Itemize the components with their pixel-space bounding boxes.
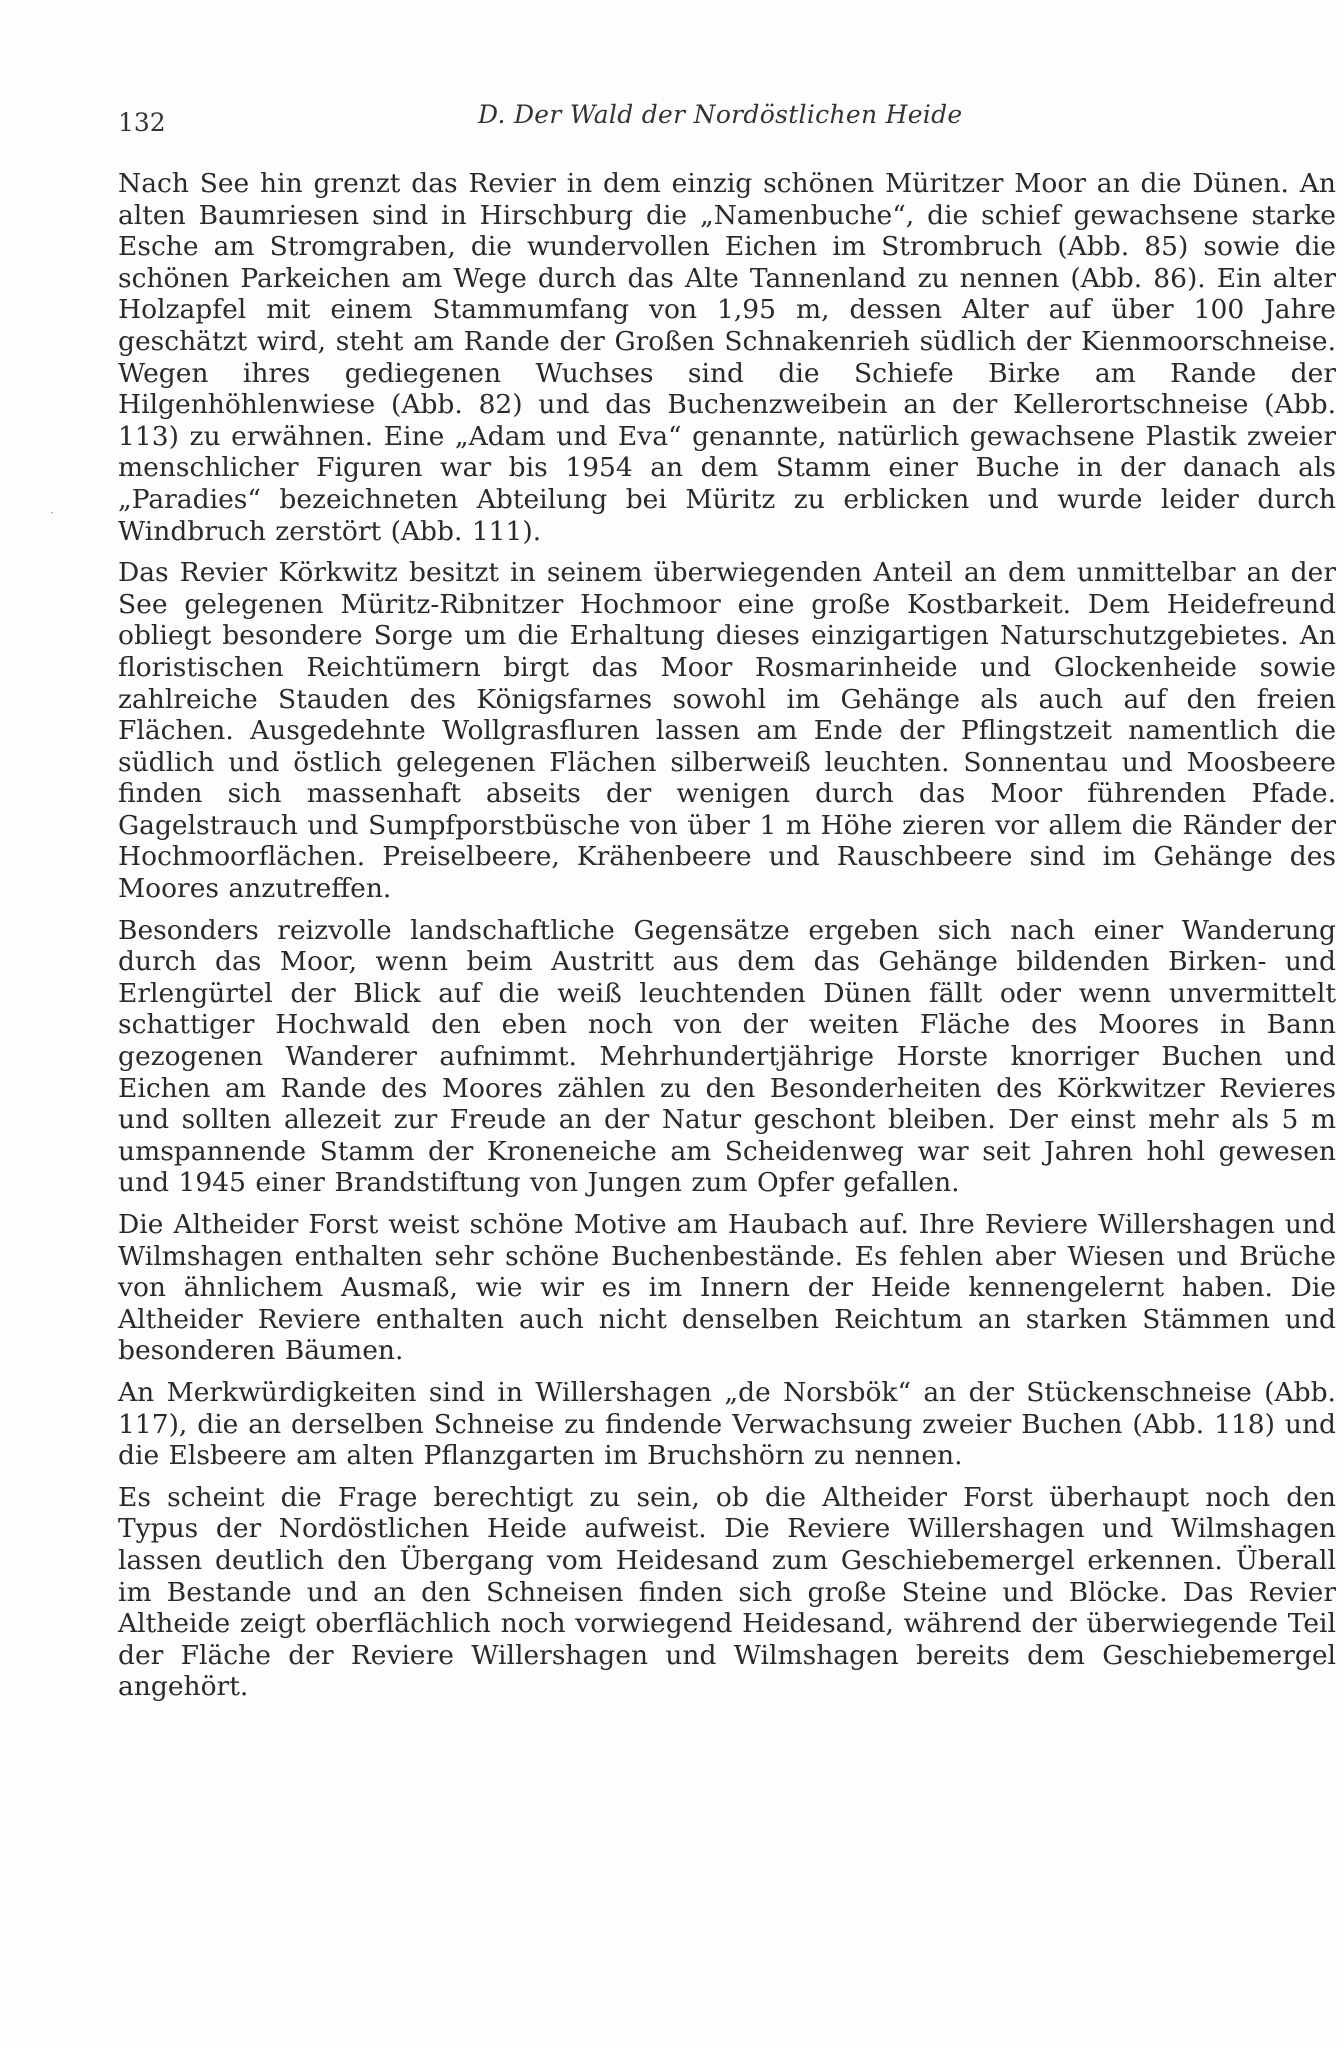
page-header bbox=[118, 100, 1308, 140]
paragraph: Die Altheider Forst weist schöne Motive am Haubach auf. Ihre Reviere Willershagen und Wilmshagen enthalten sehr schöne Buchenbestände. Es fehlen aber Wiesen und Brüche von ähnlichem Ausmaß, wie wir es im Innern der Heide kennengelernt haben. Die Altheider Reviere enthalten auch nicht denselben Reichtum an starken Stämmen und besonderen Bäumen. bbox=[118, 1209, 1336, 1367]
paragraph: Es scheint die Frage berechtigt zu sein, ob die Altheider Forst überhaupt noch den Typus der Nordöstlichen Heide aufweist. Die Reviere Willershagen und Wilmshagen lassen deutlich den Übergang vom Heidesand zum Geschiebemergel erkennen. Überall im Bestande und an den Schneisen finden sich große Steine und Blöcke. Das Revier Altheide zeigt oberflächlich noch vorwiegend Heidesand, während der überwiegende Teil der Fläche der Reviere Willershagen und Wilmshagen bereits dem Geschiebemergel angehört. bbox=[118, 1481, 1336, 1703]
margin-speck-decoration: · bbox=[50, 506, 54, 520]
paragraph: An Merkwürdigkeiten sind in Willershagen „de Norsbök“ an der Stückenschneise (Abb. 117), die an derselben Schneise zu findende Verwachsung zweier Buchen (Abb. 118) und die Elsbeere am alten Pflanzgarten im Bruchshörn zu nennen. bbox=[118, 1376, 1336, 1472]
paragraph: Das Revier Körkwitz besitzt in seinem überwiegenden Anteil an dem unmittelbar an der See gelegenen Müritz-Ribnitzer Hochmoor eine große Kostbarkeit. Dem Heidefreund obliegt besondere Sorge um die Erhaltung dieses einzigartigen Naturschutzgebietes. An floristischen Reichtümern birgt das Moor Rosmarinheide und Glockenheide sowie zahlreiche Stauden des Königsfarnes sowohl im Gehänge als auch auf den freien Flächen. Ausgedehnte Wollgrasfluren lassen am Ende der Pflingstzeit namentlich die südlich und östlich gelegenen Flächen silberweiß leuchten. Sonnentau und Moosbeere finden sich massenhaft abseits der wenigen durch das Moor führenden Pfade. Gagelstrauch und Sumpfporstbüsche von über 1 m Höhe zieren vor allem die Ränder der Hochmoorflächen. Preiselbeere, Krähenbeere und Rauschbeere sind im Gehänge des Moores anzutreffen. bbox=[118, 557, 1336, 905]
paragraph: Besonders reizvolle landschaftliche Gegensätze ergeben sich nach einer Wanderung durch das Moor, wenn beim Austritt aus dem das Gehänge bildenden Birken- und Erlengürtel der Blick auf die weiß leuchtenden Dünen fällt oder wenn unvermittelt schattiger Hochwald den eben noch von der weiten Fläche des Moores in Bann gezogenen Wanderer aufnimmt. Mehrhundertjährige Horste knorriger Buchen und Eichen am Rande des Moores zählen zu den Besonderheiten des Körkwitzer Revieres und sollten allezeit zur Freude an der Natur geschont bleiben. Der einst mehr als 5 m umspannende Stamm der Kroneneiche am Scheidenweg war seit Jahren hohl gewesen und 1945 einer Brandstiftung von Jungen zum Opfer gefallen. bbox=[118, 914, 1336, 1199]
running-title: D. Der Wald der Nordöstlichen Heide bbox=[478, 100, 963, 129]
body-text bbox=[118, 168, 1336, 1713]
page-number: 132 bbox=[118, 108, 166, 137]
paragraph: Nach See hin grenzt das Revier in dem einzig schönen Müritzer Moor an die Dünen. An alten Baumriesen sind in Hirschburg die „Namenbuche“, die schief gewachsene starke Esche am Stromgraben, die wundervollen Eichen im Strombruch (Abb. 85) sowie die schönen Parkeichen am Wege durch das Alte Tannenland zu nennen (Abb. 86). Ein alter Holzapfel mit einem Stammumfang von 1,95 m, dessen Alter auf über 100 Jahre geschätzt wird, steht am Rande der Großen Schnakenrieh südlich der Kienmoorschneise. Wegen ihres gediegenen Wuchses sind die Schiefe Birke am Rande der Hilgenhöhlenwiese (Abb. 82) und das Buchenzweibein an der Kellerortschneise (Abb. 113) zu erwähnen. Eine „Adam und Eva“ genannte, natürlich gewachsene Plastik zweier menschlicher Figuren war bis 1954 an dem Stamm einer Buche in der danach als „Paradies“ bezeichneten Abteilung bei Müritz zu erblicken und wurde leider durch Windbruch zerstört (Abb. 111). bbox=[118, 168, 1336, 547]
